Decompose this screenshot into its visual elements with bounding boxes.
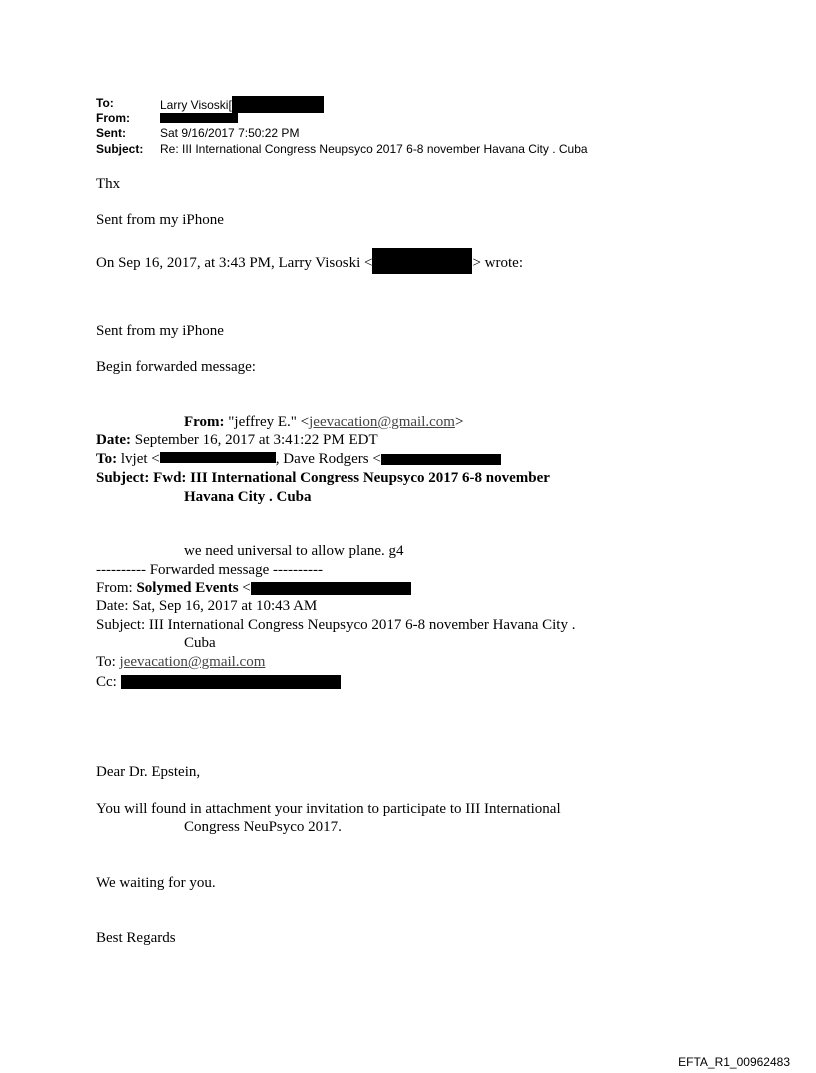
fwd2-subject-line-1: Subject: III International Congress Neupsyco 2017 6-8 november Havana City . (96, 617, 576, 633)
letter-closing: Best Regards (96, 930, 176, 946)
header-sent-value: Sat 9/16/2017 7:50:22 PM (160, 126, 300, 140)
reply-on-prefix: On Sep 16, 2017, at 3:43 PM, Larry Visoski < (96, 255, 373, 271)
fwd1-date-value: September 16, 2017 at 3:41:22 PM EDT (134, 432, 378, 448)
redaction-bar (160, 452, 276, 463)
redaction-bar (160, 113, 238, 123)
header-from-label: From: (96, 111, 130, 125)
fwd2-cc-line (96, 673, 341, 691)
letter-line-1: You will found in attachment your invitation to participate to III International (96, 801, 561, 817)
fwd1-from-name: "jeffrey E." < (228, 414, 310, 430)
reply-thx: Thx (96, 176, 121, 192)
fwd1-subject-value-1: Fwd: III International Congress Neupsyco 2017 6-8 november (153, 470, 550, 486)
fwd1-subject-line (96, 469, 550, 487)
fwd2-from-line (96, 579, 411, 597)
header-to-value: Larry Visoski[ (160, 98, 232, 112)
letter-line-2: Congress NeuPsyco 2017. (184, 819, 342, 835)
header-subject-label: Subject: (96, 142, 144, 156)
fwd1-date-line (96, 431, 378, 449)
fwd2-from-open: < (238, 580, 251, 596)
fwd1-subject-value-2: Havana City . Cuba (184, 489, 312, 505)
fwd1-from-close: > (454, 414, 464, 430)
fwd1-from-line (184, 413, 463, 431)
redaction-bar (121, 675, 341, 689)
reply-on-line (96, 248, 523, 274)
fwd1-subject-label: Subject: (96, 470, 150, 486)
fwd1-to-line (96, 450, 501, 468)
letter-greeting: Dear Dr. Epstein, (96, 764, 201, 780)
header-to-label: To: (96, 96, 114, 110)
fwd2-subject-line-2: Cuba (184, 635, 216, 651)
reply-sent-from: Sent from my iPhone (96, 212, 224, 228)
fwd2-cc-prefix: Cc: (96, 674, 121, 690)
fwd2-date-line: Date: Sat, Sep 16, 2017 at 10:43 AM (96, 598, 318, 614)
fwd2-to-line (96, 653, 265, 671)
document-id: EFTA_R1_00962483 (678, 1055, 790, 1069)
fwd1-from-label: From: (184, 414, 225, 430)
fwd1-body: we need universal to allow plane. g4 (184, 543, 404, 559)
fwd2-separator: ---------- Forwarded message ---------- (96, 562, 323, 578)
fwd1-to-value-1: lvjet < (120, 451, 160, 467)
fwd2-to-prefix: To: (96, 654, 120, 670)
fwd1-to-label: To: (96, 451, 118, 467)
fwd2-from-name: Solymed Events (136, 580, 239, 596)
redaction-bar (372, 248, 472, 274)
header-sent-label: Sent: (96, 126, 126, 140)
fwd1-date-label: Date: (96, 432, 131, 448)
reply-on-suffix: > wrote: (472, 255, 523, 271)
fwd2-to-email-link[interactable]: jeevacation@gmail.com (119, 654, 266, 670)
reply-begin-forwarded: Begin forwarded message: (96, 359, 256, 375)
fwd1-to-value-2: , Dave Rodgers < (275, 451, 381, 467)
letter-waiting: We waiting for you. (96, 875, 216, 891)
reply-sent-from-2: Sent from my iPhone (96, 323, 224, 339)
redaction-bar (232, 96, 324, 113)
fwd1-from-email-link[interactable]: jeevacation@gmail.com (309, 414, 455, 430)
fwd2-from-prefix: From: (96, 580, 137, 596)
header-subject-value: Re: III International Congress Neupsyco 2017 6-8 november Havana City . Cuba (160, 142, 588, 156)
redaction-bar (251, 582, 411, 595)
redaction-bar (381, 454, 501, 465)
